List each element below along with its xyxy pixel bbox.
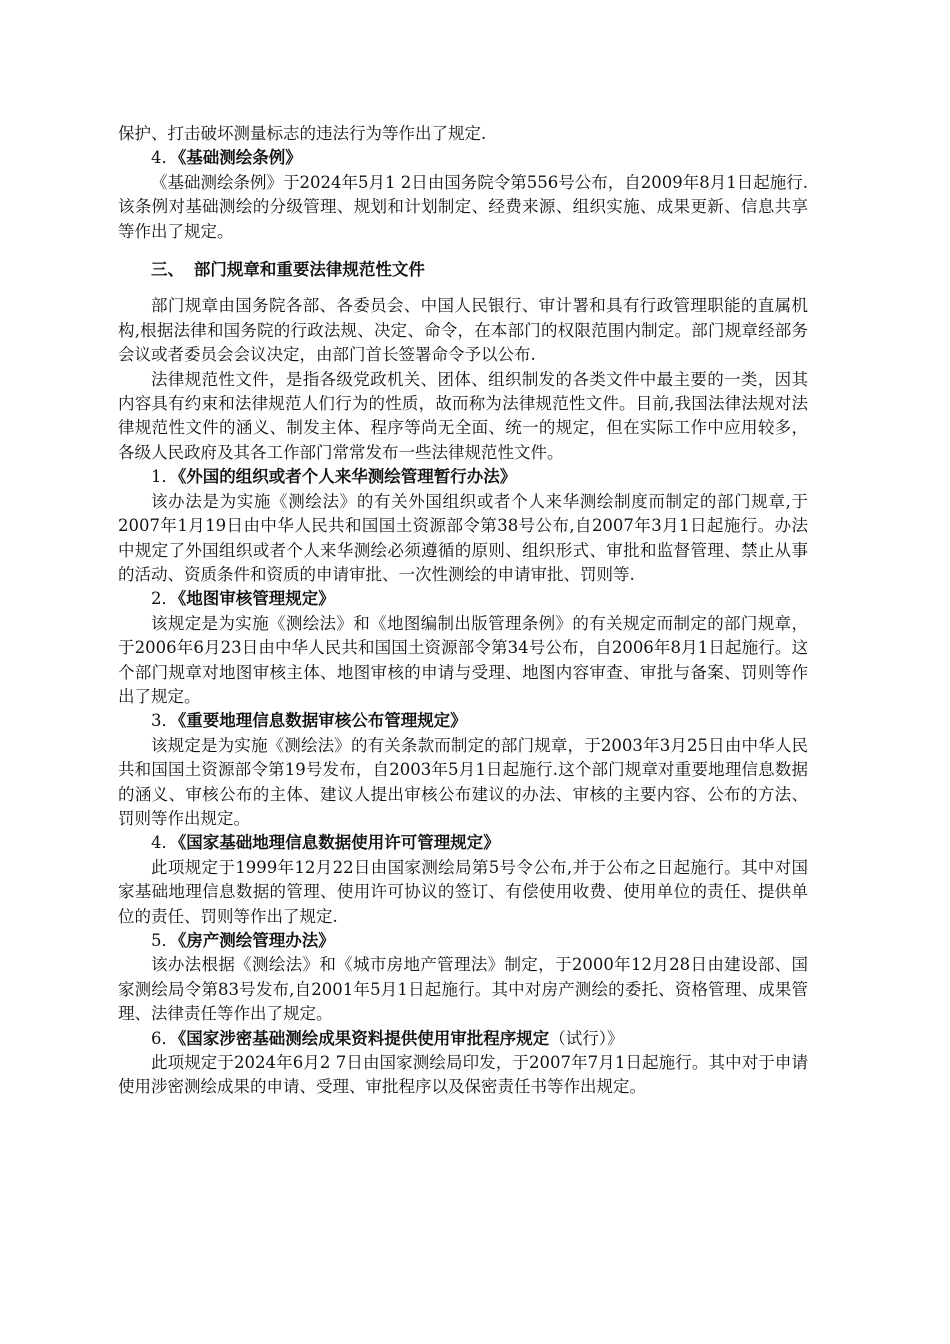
item-6-title [118, 1027, 808, 1051]
item-4-name: 《国家基础地理信息数据使用许可管理规定》 [178, 833, 500, 853]
item-5-name: 《房产测绘管理办法》 [178, 931, 335, 950]
item-5-title [118, 929, 808, 953]
item-3-body: 该规定是为实施《测绘法》的有关条款而制定的部门规章，于2003年3月25日由中华人民共和国国土资源部令第19号发布，自2003年5月1日起施行.这个部门规章对重要地理信息数据的涵义、审核公布的主体、建议人提出审核公布建议的办法、审核的主要内容、公布的方法、罚则等作出规定。 [118, 735, 808, 828]
item-4-number: 4． [151, 833, 178, 853]
document-page [118, 122, 808, 1100]
item-1-title [118, 465, 808, 489]
section-three-heading [118, 258, 808, 282]
item-6-body: 此项规定于2024年6月2 7日由国家测绘局印发，于2007年7月1日起施行。其中对于申请使用涉密测绘成果的申请、受理、审批程序以及保密责任书等作出规定。 [118, 1053, 808, 1097]
item-5-body: 该办法根据《测绘法》和《城市房地产管理法》制定，于2000年12月28日由建设部、国家测绘局令第83号发布,自2001年5月1日起施行。其中对房产测绘的委托、资格管理、成果管理、法律责任等作出了规定。 [118, 955, 808, 1024]
item-3-title [118, 709, 808, 733]
item-4-title [118, 831, 808, 855]
law4-body: 《基础测绘条例》于2024年5月1 2日由国务院令第556号公布，自2009年8月1日起施行.该条例对基础测绘的分级管理、规划和计划制定、经费来源、组织实施、成果更新、信息共享等作出了规定。 [118, 172, 808, 241]
item-5-number: 5． [151, 931, 178, 950]
intro-tail-paragraph: 保护、打击破坏测量标志的违法行为等作出了规定. [118, 124, 487, 143]
item-4-body: 此项规定于1999年12月22日由国家测绘局第5号令公布,并于公布之日起施行。其中对国家基础地理信息数据的管理、使用许可协议的签订、有偿使用收费、使用单位的责任、提供单位的责任、罚则等作出了规定. [118, 857, 808, 926]
item-2-title [118, 587, 808, 611]
item-3-name: 《重要地理信息数据审核公布管理规定》 [178, 711, 467, 731]
law4-title [118, 146, 808, 170]
item-1-name: 《外国的组织或者个人来华测绘管理暂行办法》 [178, 467, 517, 487]
item-6-name: 《国家涉密基础测绘成果资料提供使用审批程序规定 [178, 1028, 550, 1048]
item-1-number: 1． [151, 467, 178, 487]
section-three-title: 部门规章和重要法律规范性文件 [193, 260, 425, 280]
law4-name: 《基础测绘条例》 [178, 148, 302, 168]
item-6-name-suffix: （试行）》 [549, 1028, 624, 1048]
item-3-number: 3． [151, 711, 178, 731]
section-three-paragraph-2: 法律规范性文件，是指各级党政机关、团体、组织制发的各类文件中最主要的一类，因其内容具有约束和法律规范人们行为的性质，故而称为法律规范性文件。目前,我国法律法规对法律规范性文件的涵义、制发主体、程序等尚无全面、统一的规定，但在实际工作中应用较多，各级人民政府及其各工作部门常常发布一些法律规范性文件。 [118, 369, 808, 462]
item-6-number: 6． [151, 1028, 178, 1048]
section-three-number: 三、 [151, 260, 184, 280]
item-2-body: 该规定是为实施《测绘法》和《地图编制出版管理条例》的有关规定而制定的部门规章，于2006年6月23日由中华人民共和国国土资源部令第34号公布，自2006年8月1日起施行。这个部门规章对地图审核主体、地图审核的申请与受理、地图内容审查、审批与备案、罚则等作出了规定。 [118, 613, 808, 706]
law4-number: 4． [151, 148, 178, 168]
item-2-number: 2． [151, 589, 178, 609]
item-2-name: 《地图审核管理规定》 [178, 589, 335, 609]
section-three-paragraph-1: 部门规章由国务院各部、各委员会、中国人民银行、审计署和具有行政管理职能的直属机构,根据法律和国务院的行政法规、决定、命令，在本部门的权限范围内制定。部门规章经部务会议或者委员会会议决定，由部门首长签署命令予以公布. [118, 296, 808, 365]
item-1-body: 该办法是为实施《测绘法》的有关外国组织或者个人来华测绘制度而制定的部门规章,于2007年1月19日由中华人民共和国国土资源部令第38号公布,自2007年3月1日起施行。办法中规定了外国组织或者个人来华测绘必须遵循的原则、组织形式、审批和监督管理、禁止从事的活动、资质条件和资质的申请审批、一次性测绘的申请审批、罚则等. [118, 491, 808, 584]
